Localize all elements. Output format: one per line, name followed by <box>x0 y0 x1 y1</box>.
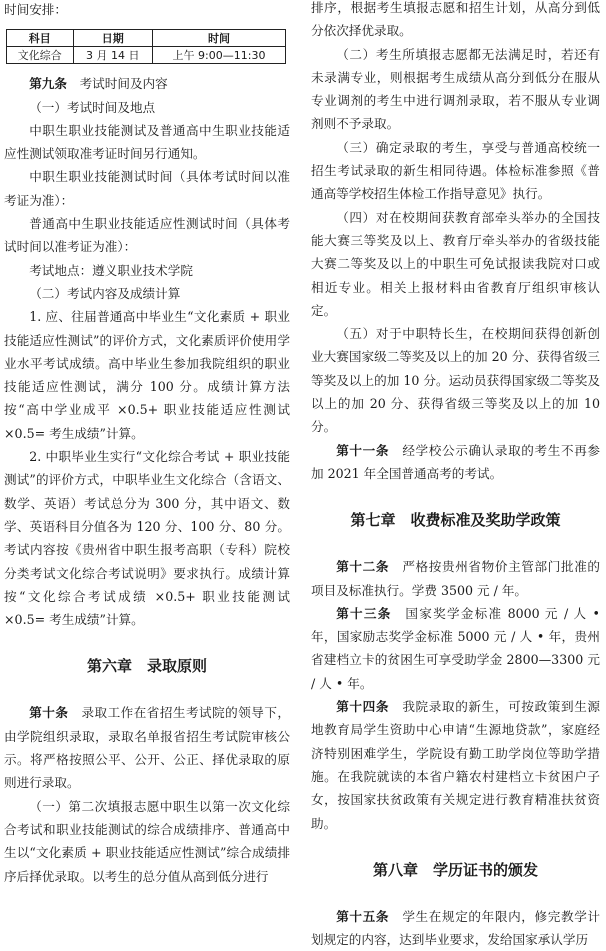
article-text: 我院录取的新生，可按政策到生源地教育局学生资助中心申请“生源地贷款”，家庭经济特别困难学生，学院设有勤工助学岗位等助学措施。在我院就读的本省户籍农村建档立卡贫困户子女，按国家扶贫政策有关规定进行教育精准扶贫资助。 <box>311 699 601 831</box>
article-12 <box>311 555 600 602</box>
table-header-cell: 日期 <box>73 30 152 47</box>
table-row <box>7 47 286 64</box>
paragraph: （五）对于中职特长生，在校期间获得创新创业大赛国家级二等奖及以上的加 20 分、获得省级三等奖及以上的加 10 分。运动员获得国家级二等奖及以上的加 20 分、获得省级三等奖及以上的加 10 分。 <box>311 326 600 435</box>
schedule-intro: 时间安排： <box>4 2 67 17</box>
chapter-heading: 第八章 学历证书的颁发 <box>372 860 538 879</box>
article-text: 录取工作在省招生考试院的领导下，由学院组织录取，录取名单报省招生考试院审核公示。将严格按照公平、公开、公正、择优录取的原则进行录取。 <box>4 705 291 791</box>
article-label: 第十一条 <box>336 442 390 458</box>
paragraph: 普通高中生职业技能适应性测试时间（具体考试时间以准考证为准）： <box>4 216 290 255</box>
paragraph: 中职生职业技能测试时间（具体考试时间以准考证为准）： <box>4 169 290 208</box>
chapter-heading: 第六章 录取原则 <box>86 657 207 676</box>
paragraph: 中职生职业技能测试及普通高中生职业技能适应性测试领取准考证时间另行通知。 <box>4 122 290 162</box>
article-15 <box>311 905 600 951</box>
article-label: 第十五条 <box>336 908 390 924</box>
chapter-heading: 第七章 收费标准及奖助学政策 <box>350 511 561 530</box>
paragraph: 2. 中职毕业生实行“文化综合考试 + 职业技能测试”的评价方式，中职毕业生文化综合（含语文、数学、英语）考试总分为 300 分，其中语文、数学、英语科目分值各为 120 分、100 分、80 分。考试内容按《贵州省中职生报考高职（专科）院校分类考试文化综合考试说明》要求执行。成绩计算按“文化综合考试成绩 ×0.5+ 职业技能测试 ×0.5= 考生成绩”计算。 <box>4 449 290 628</box>
article-label: 第十四条 <box>336 699 390 715</box>
article-title: 考试时间及内容 <box>79 76 168 92</box>
paragraph: （四）对在校期间获教育部牵头举办的全国技能大赛三等奖及以上、教育厅牵头举办的省级技能大赛二等奖及以上的中职生可免试报读我院对口或相近专业。相关上报材料由省教育厅组织审核认定。 <box>311 209 600 318</box>
exam-schedule-table <box>6 29 286 64</box>
section-heading: （二）考试内容及成绩计算 <box>29 285 181 301</box>
article-label: 第十条 <box>29 705 69 721</box>
paragraph: （二）考生所填报志愿都无法满足时，若还有未录满专业，则根据考生成绩从高分到低分在服从专业调剂的考生中进行调剂录取，若不服从专业调剂则不予录取。 <box>311 46 600 132</box>
left-column <box>4 0 290 888</box>
article-11 <box>311 439 600 486</box>
article-label: 第十三条 <box>336 605 392 621</box>
article-9-heading <box>4 72 290 95</box>
table-cell: 文化综合 <box>7 47 74 64</box>
paragraph: 1. 应、往届普通高中毕业生“文化素质 + 职业技能适应性测试”的评价方式，文化素质评价使用学业水平考试成绩。高中毕业生参加我院组织的职业技能适应性测试，满分 100 分。成绩计算方法按“高中学业成平 ×0.5+ 职业技能适应性测试 ×0.5= 考生成绩”计算。 <box>4 309 290 441</box>
section-heading: （一）考试时间及地点 <box>29 99 156 115</box>
paragraph: （一）第二次填报志愿中职生以第一次文化综合考试和职业技能测试的综合成绩排序、普通高中生以“文化素质 + 职业技能适应性测试”综合成绩排序后择优录取。以考生的总分值从高到低分进行 <box>4 798 290 884</box>
table-header-row <box>7 30 286 47</box>
article-text: 严格按贵州省物价主管部门批准的项目及标准执行。学费 3500 元 / 年。 <box>311 559 601 598</box>
article-text: 国家奖学金标准 8000 元 / 人 • 年，国家励志奖学金标准 5000 元 / 人 • 年，贵州省建档立卡的贫困生可享受助学金 2800—3300 元 / 人 • 年。 <box>311 605 600 691</box>
paragraph: 排序，根据考生填报志愿和招生计划，从高分到低分依次择优录取。 <box>311 0 600 39</box>
article-13 <box>311 602 600 695</box>
article-label: 第十二条 <box>336 559 390 575</box>
paragraph: 考试地点：遵义职业技术学院 <box>29 262 193 278</box>
right-column <box>311 0 600 951</box>
paragraph: （三）确定录取的考生，享受与普通高校统一招生考试录取的新生相同待遇。体检标准参照《普通高等学校招生体检工作指导意见》执行。 <box>311 139 600 202</box>
table-header-cell: 科目 <box>7 30 74 47</box>
table-cell: 3 月 14 日 <box>73 47 152 64</box>
article-14 <box>311 695 600 835</box>
article-label: 第九条 <box>29 76 67 92</box>
article-text: 经学校公示确认录取的考生不再参加 2021 年全国普通高考的考试。 <box>311 442 601 481</box>
table-header-cell: 时间 <box>153 30 286 47</box>
table-cell: 上午 9:00—11:30 <box>153 47 286 64</box>
article-text: 学生在规定的年限内，修完教学计划规定的内容，达到毕业要求，发给国家承认学历 <box>311 908 601 948</box>
article-10 <box>4 701 290 794</box>
